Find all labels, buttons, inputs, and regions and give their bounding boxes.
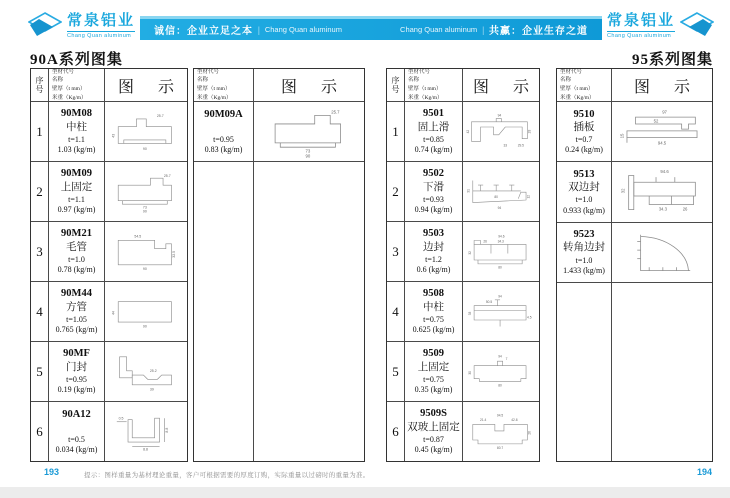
diagram-cell — [105, 402, 187, 461]
profile-code: 90M21 — [61, 228, 92, 240]
svg-text:32.5: 32.5 — [172, 250, 177, 258]
brand-diamond-icon — [680, 12, 714, 40]
profile-row — [194, 101, 364, 161]
logo-subtitle: Chang Quan aluminum — [67, 32, 132, 39]
profile-info-cell — [49, 402, 105, 461]
profile-row — [387, 161, 539, 221]
banner-right-cn: 共赢：企业生存之道 — [489, 26, 588, 37]
profile-row — [557, 222, 712, 282]
diagram-cell — [463, 222, 539, 281]
profile-row — [387, 281, 539, 341]
profile-code: 90MF — [63, 348, 90, 360]
profile-info-cell — [49, 162, 105, 221]
profile-row — [387, 101, 539, 161]
logo-right — [607, 12, 714, 40]
profile-row — [31, 161, 187, 221]
brand-diamond-icon — [28, 12, 62, 40]
profile-thickness: t=0.93 — [423, 194, 444, 204]
profile-name: 转角边封 — [563, 242, 605, 254]
svg-text:52: 52 — [653, 118, 659, 124]
table-header-row — [194, 69, 364, 101]
profile-weight: 0.24 (kg/m) — [565, 145, 603, 155]
profile-name: 方管 — [66, 301, 87, 313]
profile-thickness: t=0.7 — [575, 134, 593, 144]
svg-text:8.8: 8.8 — [143, 447, 149, 452]
profile-thickness: t=0.95 — [213, 134, 234, 144]
left-side-table — [193, 68, 365, 462]
svg-text:39: 39 — [150, 387, 155, 392]
profile-diagram — [465, 225, 536, 278]
profile-code: 90A12 — [62, 408, 91, 420]
svg-text:4.5: 4.5 — [527, 315, 532, 320]
profile-name: 固上滑 — [417, 121, 450, 133]
diagram-cell — [612, 223, 712, 282]
seq-cell: 3 — [31, 222, 49, 281]
profile-weight: 0.625 (kg/m) — [412, 325, 455, 335]
empty-diagram-cell — [254, 162, 364, 461]
banner-separator: | — [482, 24, 484, 35]
table-header-row — [387, 69, 539, 101]
profile-thickness: t=1.05 — [66, 314, 87, 324]
banner-left-en: Chang Quan aluminum — [264, 25, 342, 34]
profile-weight: 0.034 (kg/m) — [55, 445, 98, 455]
profile-info-cell — [405, 222, 463, 281]
profile-code: 9502 — [423, 168, 444, 180]
profile-thickness: t=1.2 — [425, 254, 442, 264]
profile-info-cell — [405, 282, 463, 341]
seq-cell: 5 — [31, 342, 49, 401]
svg-text:15: 15 — [619, 133, 625, 139]
svg-text:28: 28 — [527, 129, 532, 134]
profile-weight: 0.78 (kg/m) — [57, 265, 96, 275]
empty-info-cell — [557, 283, 612, 461]
profile-row — [31, 401, 187, 461]
banner-separator: | — [258, 24, 260, 35]
svg-text:33: 33 — [503, 143, 508, 148]
profile-thickness: t=1.1 — [68, 134, 85, 144]
diagram-cell — [612, 162, 712, 221]
svg-text:12: 12 — [526, 194, 531, 199]
seq-cell: 2 — [387, 162, 405, 221]
profile-weight: 0.83 (kg/m) — [204, 145, 243, 155]
profile-weight: 0.19 (kg/m) — [57, 385, 96, 395]
svg-text:31: 31 — [466, 189, 471, 193]
info-column-header: 型材代号 名称 壁厚（t mm） 米重（Kg/m） — [557, 69, 612, 101]
profile-info-cell — [49, 282, 105, 341]
svg-text:0.5: 0.5 — [119, 416, 124, 421]
profile-weight: 1.433 (kg/m) — [563, 265, 605, 275]
svg-text:33: 33 — [468, 311, 473, 316]
svg-text:30: 30 — [468, 370, 473, 375]
profile-weight: 0.765 (kg/m) — [55, 325, 98, 335]
diagram-column-header: 图 示 — [633, 78, 700, 96]
profile-row — [387, 341, 539, 401]
diagram-cell — [612, 102, 712, 161]
diagram-column-header: 图 示 — [280, 78, 347, 96]
svg-text:32: 32 — [468, 250, 473, 255]
svg-text:90: 90 — [143, 209, 148, 214]
diagram-cell — [105, 342, 187, 401]
profile-thickness: t=1.0 — [68, 254, 85, 264]
empty-rows — [194, 161, 364, 461]
seq-cell: 3 — [387, 222, 405, 281]
page-bottom-edge — [0, 487, 730, 498]
svg-text:94.5: 94.5 — [497, 413, 504, 418]
logo-text — [607, 14, 675, 39]
profile-info-cell — [557, 102, 612, 161]
svg-text:25.7: 25.7 — [164, 173, 172, 178]
profile-name: 双玻上固定 — [407, 421, 460, 433]
table-header-row — [557, 69, 712, 101]
svg-text:90: 90 — [143, 266, 148, 271]
profile-info-cell — [49, 222, 105, 281]
svg-text:94: 94 — [498, 294, 503, 299]
svg-text:25.7: 25.7 — [157, 113, 165, 118]
info-column-header: 型材代号 名称 壁厚（t mm） 米重（Kg/m） — [49, 69, 105, 101]
profile-diagram — [107, 165, 184, 218]
profile-name: 门封 — [66, 361, 87, 373]
profile-thickness: t=1.0 — [575, 195, 593, 205]
profile-code: 9503 — [423, 228, 444, 240]
seq-cell: 4 — [31, 282, 49, 341]
profile-name: 下滑 — [423, 181, 444, 193]
right-page-title: 95系列图集 — [631, 52, 713, 68]
profile-diagram — [465, 405, 536, 458]
profile-row — [387, 221, 539, 281]
page-number-left: 193 — [44, 467, 60, 477]
profile-diagram — [257, 105, 360, 158]
profile-code: 90M08 — [61, 108, 92, 120]
profile-row — [387, 401, 539, 461]
svg-text:94: 94 — [498, 354, 503, 359]
svg-text:73: 73 — [143, 205, 148, 210]
profile-diagram — [465, 165, 536, 218]
right-main-table — [386, 68, 540, 462]
profile-thickness: t=0.95 — [66, 374, 87, 384]
logo-subtitle: Chang Quan aluminum — [606, 32, 672, 39]
right-side-table — [556, 68, 713, 462]
svg-text:94.5: 94.5 — [657, 140, 667, 146]
profile-diagram — [465, 105, 536, 158]
banner-left-cn: 诚信：企业立足之本 — [154, 26, 253, 37]
profile-thickness: t=1.1 — [68, 194, 85, 204]
page-number-right: 194 — [697, 467, 713, 477]
profile-weight: 0.45 (kg/m) — [414, 445, 453, 455]
profile-diagram — [465, 285, 536, 338]
profile-info-cell — [405, 342, 463, 401]
profile-weight: 0.6 (kg/m) — [416, 265, 451, 275]
svg-text:97: 97 — [662, 109, 667, 115]
profile-diagram — [107, 285, 184, 338]
svg-text:26: 26 — [682, 206, 688, 212]
profile-row — [31, 221, 187, 281]
svg-text:34.3: 34.3 — [658, 206, 668, 212]
profile-code: 9510 — [573, 108, 595, 120]
svg-text:26: 26 — [483, 239, 488, 244]
svg-text:42: 42 — [466, 129, 471, 134]
svg-text:44: 44 — [112, 310, 117, 315]
diagram-column-header: 图 示 — [473, 78, 540, 96]
svg-text:73: 73 — [305, 148, 311, 154]
svg-text:94.6: 94.6 — [498, 234, 505, 239]
svg-text:34.3: 34.3 — [497, 239, 505, 244]
profile-weight: 0.933 (kg/m) — [563, 205, 605, 215]
profile-weight: 0.35 (kg/m) — [414, 385, 453, 395]
profile-code: 90M09A — [204, 108, 243, 120]
profile-info-cell — [405, 402, 463, 461]
profile-info-cell — [405, 102, 463, 161]
svg-text:80: 80 — [498, 265, 503, 270]
profile-diagram — [615, 226, 709, 279]
profile-name: 中柱 — [423, 301, 444, 313]
empty-info-cell — [194, 162, 254, 461]
logo-text — [67, 14, 135, 39]
profile-weight: 1.03 (kg/m) — [57, 145, 96, 155]
profile-row — [557, 161, 712, 221]
seq-column-header: 序 号 — [31, 69, 49, 101]
diagram-cell — [463, 162, 539, 221]
svg-text:25.7: 25.7 — [331, 109, 340, 115]
svg-text:90: 90 — [143, 324, 148, 329]
profile-code: 9501 — [423, 108, 444, 120]
profile-thickness: t=0.75 — [423, 314, 444, 324]
profile-code: 9509S — [420, 408, 447, 420]
svg-text:80: 80 — [498, 383, 503, 388]
diagram-cell — [463, 102, 539, 161]
svg-text:90: 90 — [143, 146, 148, 151]
diagram-cell — [105, 282, 187, 341]
svg-text:94.6: 94.6 — [660, 169, 669, 175]
table-header-row — [31, 69, 187, 101]
profile-thickness: t=0.85 — [423, 134, 444, 144]
banner-right-slogan — [400, 22, 588, 37]
profile-diagram — [107, 405, 184, 458]
diagram-cell — [463, 282, 539, 341]
profile-diagram — [615, 165, 709, 218]
seq-cell: 6 — [387, 402, 405, 461]
left-main-table — [30, 68, 188, 462]
svg-text:80: 80 — [494, 194, 499, 199]
svg-text:26: 26 — [527, 430, 532, 435]
profile-code: 9513 — [573, 168, 595, 180]
footer-note: 提示：图样重量为基材理论重量，客户可根据需要的厚度订购，实际重量以过磅时的重量为准。 — [84, 472, 370, 479]
profile-thickness: t=1.0 — [575, 255, 593, 265]
profile-info-cell — [49, 102, 105, 161]
info-column-header: 型材代号 名称 壁厚（t mm） 米重（Kg/m） — [194, 69, 254, 101]
empty-rows — [557, 282, 712, 461]
profile-diagram — [465, 345, 536, 398]
profile-code: 9509 — [423, 348, 444, 360]
profile-info-cell — [194, 102, 254, 161]
profile-thickness: t=0.75 — [423, 374, 444, 384]
seq-cell: 1 — [31, 102, 49, 161]
svg-text:94: 94 — [497, 113, 502, 118]
diagram-cell — [463, 342, 539, 401]
profile-code: 90M44 — [61, 288, 92, 300]
profile-name: 上固定 — [417, 361, 450, 373]
profile-row — [31, 341, 187, 401]
profile-name: 毛管 — [66, 241, 87, 253]
svg-text:29.5: 29.5 — [517, 143, 525, 148]
profile-row — [557, 101, 712, 161]
profile-diagram — [107, 345, 184, 398]
logo-name: 常泉铝业 — [67, 14, 135, 32]
profile-row — [31, 281, 187, 341]
svg-text:94: 94 — [497, 206, 502, 211]
svg-text:54.5: 54.5 — [134, 234, 142, 239]
svg-text:8.8: 8.8 — [165, 427, 170, 433]
banner-left-slogan — [154, 22, 342, 37]
profile-name: 上固定 — [60, 181, 93, 193]
profile-row — [31, 101, 187, 161]
diagram-cell — [105, 222, 187, 281]
seq-cell: 1 — [387, 102, 405, 161]
diagram-cell — [254, 102, 364, 161]
svg-text:90: 90 — [305, 153, 311, 159]
profile-code: 9508 — [423, 288, 444, 300]
banner-right-en: Chang Quan aluminum — [400, 25, 478, 34]
profile-name: 插板 — [573, 121, 595, 133]
profile-diagram — [615, 105, 709, 158]
diagram-cell — [105, 162, 187, 221]
profile-weight: 0.94 (kg/m) — [414, 205, 453, 215]
profile-name: 中柱 — [66, 121, 87, 133]
left-page-title: 90A系列图集 — [30, 52, 123, 68]
profile-info-cell — [405, 162, 463, 221]
profile-diagram — [107, 225, 184, 278]
seq-cell: 2 — [31, 162, 49, 221]
svg-text:80.7: 80.7 — [497, 446, 504, 451]
profile-name: 边封 — [423, 241, 444, 253]
diagram-column-header: 图 示 — [117, 78, 184, 96]
profile-code: 90M09 — [61, 168, 92, 180]
logo-left — [28, 12, 135, 40]
profile-diagram — [107, 105, 184, 158]
logo-name: 常泉铝业 — [607, 14, 675, 32]
seq-cell: 6 — [31, 402, 49, 461]
profile-weight: 0.97 (kg/m) — [57, 205, 96, 215]
profile-info-cell — [49, 342, 105, 401]
svg-text:21.4: 21.4 — [480, 418, 487, 423]
diagram-cell — [105, 102, 187, 161]
seq-cell: 4 — [387, 282, 405, 341]
profile-weight: 0.74 (kg/m) — [414, 145, 453, 155]
empty-diagram-cell — [612, 283, 712, 461]
diagram-cell — [463, 402, 539, 461]
info-column-header: 型材代号 名称 壁厚（t mm） 米重（Kg/m） — [405, 69, 463, 101]
svg-text:43: 43 — [112, 133, 117, 138]
svg-text:25.2: 25.2 — [150, 369, 158, 374]
seq-column-header: 序 号 — [387, 69, 405, 101]
header-banner — [140, 16, 602, 40]
svg-text:42.8: 42.8 — [511, 418, 518, 423]
profile-thickness: t=0.5 — [68, 434, 85, 444]
profile-info-cell — [557, 223, 612, 282]
profile-code: 9523 — [573, 229, 595, 241]
profile-thickness: t=0.87 — [423, 434, 444, 444]
profile-name: 双边封 — [568, 182, 600, 194]
profile-info-cell — [557, 162, 612, 221]
svg-text:50.5: 50.5 — [486, 300, 493, 305]
seq-cell: 5 — [387, 342, 405, 401]
svg-text:32: 32 — [620, 188, 626, 194]
svg-text:7: 7 — [505, 356, 508, 361]
